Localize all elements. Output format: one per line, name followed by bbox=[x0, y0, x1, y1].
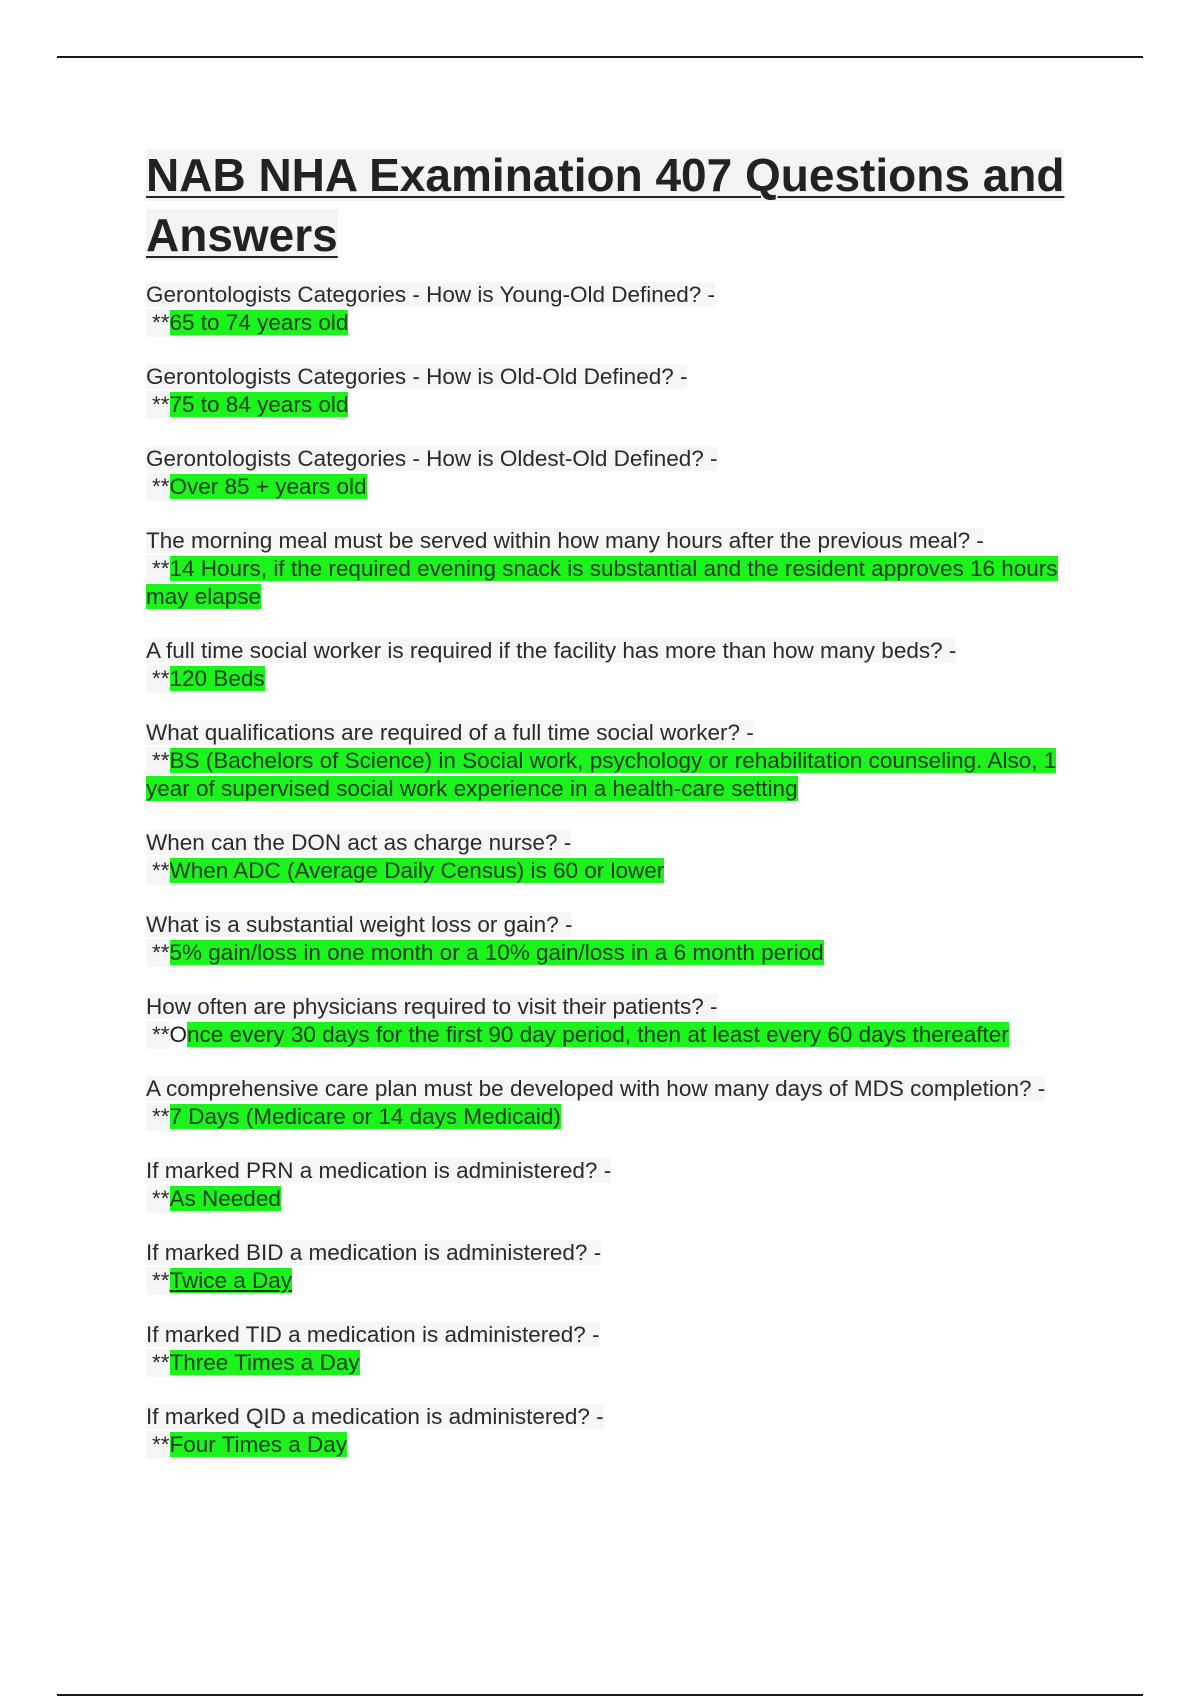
qa-item bbox=[146, 993, 1066, 1049]
document-body bbox=[146, 145, 1066, 1485]
answer-line bbox=[146, 473, 1066, 501]
answer-lead-letter: O bbox=[169, 1022, 188, 1047]
answer-prefix: ** bbox=[146, 473, 170, 501]
answer-line bbox=[146, 1185, 1066, 1213]
answer-line bbox=[146, 939, 1066, 967]
answer-line bbox=[146, 1021, 1066, 1049]
qa-item bbox=[146, 527, 1066, 611]
qa-item bbox=[146, 1321, 1066, 1377]
answer-prefix: ** bbox=[146, 1185, 170, 1213]
answer-highlight: Four Times a Day bbox=[169, 1432, 348, 1457]
qa-item bbox=[146, 445, 1066, 501]
answer-line bbox=[146, 309, 1066, 337]
answer-highlight: nce every 30 days for the first 90 day period, then at least every 60 days thereafter bbox=[187, 1022, 1009, 1047]
answer-highlight: When ADC (Average Daily Census) is 60 or lower bbox=[169, 858, 665, 883]
answer-line bbox=[146, 1349, 1066, 1377]
question-text: A full time social worker is required if the facility has more than how many beds? - bbox=[146, 638, 957, 663]
qa-item bbox=[146, 1403, 1066, 1459]
question-text: When can the DON act as charge nurse? - bbox=[146, 830, 572, 855]
question-text: What is a substantial weight loss or gain? - bbox=[146, 912, 573, 937]
answer-line bbox=[146, 391, 1066, 419]
answer-line bbox=[146, 747, 1066, 803]
answer-line bbox=[146, 555, 1066, 611]
answer-line bbox=[146, 857, 1066, 885]
question-text: A comprehensive care plan must be developed with how many days of MDS completion? - bbox=[146, 1076, 1046, 1101]
answer-prefix: ** bbox=[146, 555, 170, 583]
answer-prefix: ** bbox=[146, 1103, 170, 1131]
answer-highlight: BS (Bachelors of Science) in Social work, psychology or rehabilitation counseling. Also, 1 year of supervised social work experience in a health-care setting bbox=[146, 748, 1057, 801]
question-text: If marked PRN a medication is administered? - bbox=[146, 1158, 612, 1183]
answer-prefix: ** bbox=[146, 391, 170, 419]
question-text: The morning meal must be served within how many hours after the previous meal? - bbox=[146, 528, 984, 553]
qa-item bbox=[146, 281, 1066, 337]
question-text: How often are physicians required to visit their patients? - bbox=[146, 994, 718, 1019]
answer-highlight: Over 85 + years old bbox=[169, 474, 367, 499]
question-text: What qualifications are required of a full time social worker? - bbox=[146, 720, 754, 745]
answer-prefix: ** bbox=[146, 747, 170, 775]
qa-item bbox=[146, 637, 1066, 693]
question-text: Gerontologists Categories - How is Oldest-Old Defined? - bbox=[146, 446, 718, 471]
answer-line bbox=[146, 1431, 1066, 1459]
answer-highlight: Three Times a Day bbox=[169, 1350, 360, 1375]
document-title: NAB NHA Examination 407 Questions and Answers bbox=[146, 149, 1065, 261]
answer-highlight: As Needed bbox=[169, 1186, 281, 1211]
answer-prefix: ** bbox=[146, 1349, 170, 1377]
answer-highlight: 65 to 74 years old bbox=[169, 310, 349, 335]
qa-item bbox=[146, 829, 1066, 885]
question-text: Gerontologists Categories - How is Old-Old Defined? - bbox=[146, 364, 688, 389]
answer-line bbox=[146, 1267, 1066, 1295]
answer-line bbox=[146, 665, 1066, 693]
answer-highlight: 120 Beds bbox=[169, 666, 265, 691]
answer-highlight: 14 Hours, if the required evening snack is substantial and the resident approves 16 hours may elapse bbox=[146, 556, 1058, 609]
qa-item bbox=[146, 1157, 1066, 1213]
qa-item bbox=[146, 1239, 1066, 1295]
question-text: If marked BID a medication is administered? - bbox=[146, 1240, 602, 1265]
footer-rule bbox=[57, 1694, 1143, 1696]
answer-line bbox=[146, 1103, 1066, 1131]
header-rule bbox=[57, 56, 1143, 58]
qa-item bbox=[146, 911, 1066, 967]
answer-prefix: ** bbox=[146, 1021, 170, 1049]
qa-item bbox=[146, 363, 1066, 419]
question-text: Gerontologists Categories - How is Young-Old Defined? - bbox=[146, 282, 716, 307]
answer-prefix: ** bbox=[146, 665, 170, 693]
answer-highlight: 75 to 84 years old bbox=[169, 392, 349, 417]
answer-prefix: ** bbox=[146, 857, 170, 885]
answer-highlight: 5% gain/loss in one month or a 10% gain/loss in a 6 month period bbox=[169, 940, 824, 965]
answer-highlight: 7 Days (Medicare or 14 days Medicaid) bbox=[169, 1104, 561, 1129]
answer-prefix: ** bbox=[146, 939, 170, 967]
qa-item bbox=[146, 719, 1066, 803]
answer-prefix: ** bbox=[146, 1267, 170, 1295]
answer-prefix: ** bbox=[146, 309, 170, 337]
qa-item bbox=[146, 1075, 1066, 1131]
question-text: If marked QID a medication is administered? - bbox=[146, 1404, 604, 1429]
question-text: If marked TID a medication is administered? - bbox=[146, 1322, 600, 1347]
answer-highlight: Twice a Day bbox=[169, 1268, 293, 1293]
answer-prefix: ** bbox=[146, 1431, 170, 1459]
